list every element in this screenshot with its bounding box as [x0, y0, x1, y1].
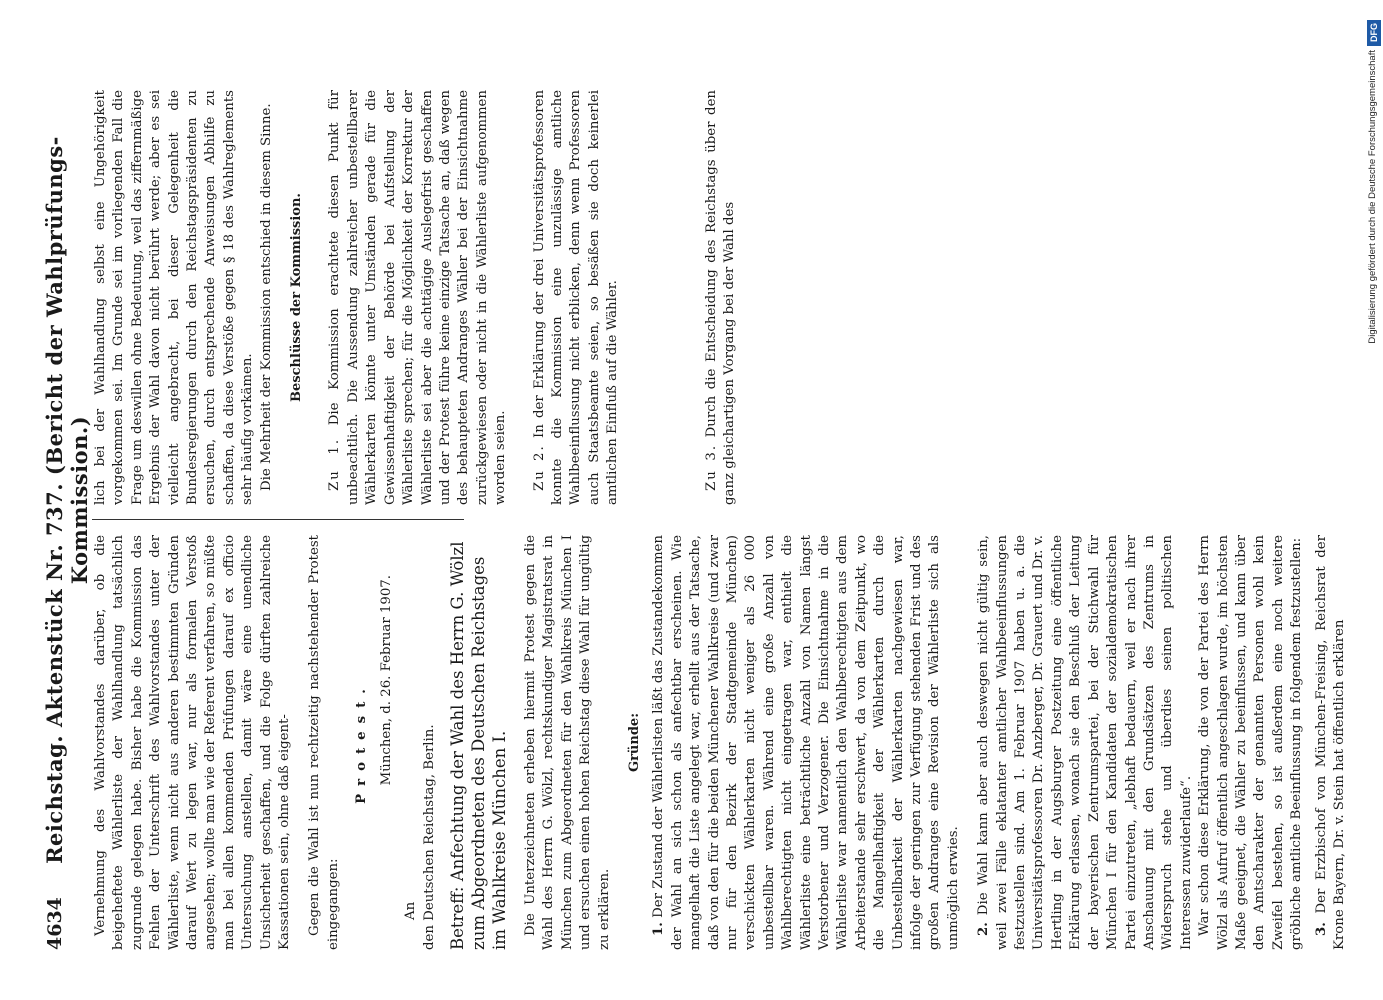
- section-heading: Gründe:: [626, 713, 642, 773]
- paragraph-text: Die Wahl kann aber auch deswegen nicht gültig sein, weil zwei Fälle eklatanter amtlicher Wahlbeeinflussungen festzustellen sind. Am 1. Februar 1907 haben u. a. die Universitätsprofessoren Dr. Anzberger, Dr. Grauert und Dr. v. Hertling in der Augsburger Postzeitung eine öffentliche Erklärung erlassen, wonach sie den Beschluß der Leitung der bayerischen Zentrumspartei, bei der Stichwahl für München I für den Kandidaten der sozialdemokratischen Partei einzutreten, „lebhaft bedauern, weil er nach ihrer Anschauung mit den Grundsätzen des Zentrums in Widerspruch stehe und überdies seinen politischen Interessen zuwiderlaufe“.: [976, 534, 1194, 950]
- paragraph: lich bei der Wahlhandlung selbst eine Ungehörigkeit vorgekommen sei. Im Grunde sei im vorliegenden Fall die Frage um deswillen ohne Bedeutung, weil das ziffernmäßige Ergebnis der Wahl davon nicht berührt werde; aber es sei vielleicht angebracht, bei dieser Gelegenheit die Bundesregierungen durch den Reichstagspräsidenten zu ersuchen, durch entsprechende Anweisungen Abhilfe zu schaffen, da diese Verstöße gegen § 18 des Wahlreglements sehr häufig vorkämen.: [93, 90, 256, 505]
- paragraph: War schon diese Erklärung, die von der Partei des Herrn Wölzl als Aufruf öffentlich angeschlagen wurde, im höchsten Maße geeignet, die Wähler zu beeinflussen, und kann über den Amtscharakter der genannten Personen wohl kein Zweifel bestehen, so ist außerdem eine noch weitere gröbliche amtliche Beeinflussung in folgendem festzustellen:: [1197, 535, 1305, 950]
- numbered-paragraph: [703, 90, 740, 505]
- page-number: 4634: [44, 897, 66, 950]
- paragraph-text: In der Erklärung der drei Universitätsprofessoren konnte die Kommission eine unzulässige amtliche Wahlbeeinflussung nicht erblicken, denn wenn Professoren auch Staatsbeamte seien, so besäßen sie doch keinerlei amtlichen Einfluß auf die Wähler.: [531, 89, 621, 505]
- numbered-paragraph: [975, 535, 1196, 950]
- paragraph-text: Die Kommission erachtete diesen Punkt für unbeachtlich. Die Aussendung zahlreicher unbestellbarer Wählerkarten könnte unter Umständen gerade für die Gewissenhaftigkeit der Behörde bei Aufstellung der Wählerliste sprechen; für die Möglichkeit der Korrektur der Wählerliste sei aber die achttägige Auslegefrist geschaffen und der Protest führe keine einzige Tatsache an, daß wegen des behaupteten Andranges Wähler bei der Einsichtnahme zurückgewiesen oder nicht in die Wählerliste aufgenommen worden seien.: [327, 89, 509, 505]
- paragraph-text: Durch die Entscheidung des Reichstags über den ganz gleichartigen Vorgang bei der Wahl des: [703, 90, 737, 505]
- paragraph-label: Zu 3.: [703, 443, 719, 491]
- paragraph-text: Der Erzbischof von München-Freising, Reichsrat der Krone Bayern, Dr. v. Stein hat öffentlich erklären: [1313, 535, 1347, 950]
- date-line: München, d. 26. Februar 1907.: [378, 575, 394, 786]
- left-column: [92, 535, 1349, 950]
- paragraph: Vernehmung des Wahlvorstandes darüber, ob die beigeheftete Wählerliste der Wahlhandlung tatsächlich zugrunde gelegen habe. Bisher habe die Kommission das Fehlen der Unterschrift des Wahlvorstandes unter der Wählerliste, wenn nicht aus anderen bestimmten Gründen darauf Wert zu legen war, nur als formalen Verstoß angesehen; wollte man wie der Referent verfahren, so müßte man bei allen kommenden Prüfungen darauf ex officio Untersuchung anstellen, damit wäre eine unendliche Unsicherheit geschaffen, und die Folge dürften zahlreiche Kassationen sein, ohne daß eigent-: [93, 535, 293, 950]
- dfg-logo: DFG: [1367, 20, 1381, 46]
- credit-text: Digitalisierung gefördert durch die Deutsche Forschungsgemeinschaft: [1367, 50, 1378, 344]
- paragraph: Gegen die Wahl ist nun rechtzeitig nachstehender Protest eingegangen:: [307, 535, 341, 950]
- paragraph-label: Zu 2.: [531, 444, 547, 491]
- column-divider: [92, 519, 464, 520]
- numbered-paragraph: [1313, 535, 1350, 950]
- paragraph-text: Der Zustand der Wählerlisten läßt das Zustandekommen der Wahl an sich schon als anfechtbar erscheinen. Wie mangelhaft die Liste angelegt war, erhellt aus der Tatsache, daß von den für die beiden Münchener Wahlkreise (und zwar nur für den Bezirk der Stadtgemeinde München) verschickten Wählerkarten nicht weniger als 26 000 unbestellbar waren. Während eine große Anzahl von Wahlberechtigten nicht eingetragen war, enthielt die Wählerliste eine beträchtliche Anzahl von Namen längst Verstorbener und Verzogener. Die Einsichtnahme in die Wählerliste war namentlich den Wahlberechtigten aus dem Arbeiterstande sehr erschwert, da von dem Zeitpunkt, wo die Mangelhaftigkeit der Wählerkarten durch die Unbestellbarkeit der Wählerkarten nachgewiesen war, infolge der geringen zur Verfügung stehenden Frist und des großen Andranges eine Revision der Wählerliste sich als unmöglich erwies.: [651, 535, 961, 950]
- digitization-credit: [1345, 10, 1383, 990]
- protest-heading: Protest.: [354, 681, 370, 804]
- numbered-paragraph: [326, 90, 510, 505]
- paragraph-number: 1.: [651, 922, 667, 936]
- paragraph: Die Unterzeichneten erheben hiermit Protest gegen die Wahl des Herrn G. Wölzl, rechtskundiger Magistratsrat in München zum Abgeordneten für den Wahlkreis München I und ersuchen einen hohen Reichstag diese Wahl für ungültig zu erklären.: [522, 535, 612, 950]
- running-title: Reichstag. Aktenstück Nr. 737. (Bericht der Wahlprüfungs-Kommission.): [42, 136, 92, 864]
- page-header: [40, 50, 92, 950]
- paragraph-number: 3.: [1313, 922, 1329, 936]
- addressee-line: An: [403, 901, 419, 920]
- numbered-paragraph: [650, 535, 963, 950]
- rotated-document-page: [40, 50, 1350, 950]
- numbered-paragraph: [531, 90, 623, 505]
- paragraph: Die Mehrheit der Kommission entschied in diesem Sinne.: [258, 103, 274, 491]
- subject-line: Betreff: Anfechtung der Wahl des Herrn G. Wölzl zum Abgeordneten des Deutschen Reichstages im Wahlkreise München I.: [447, 541, 509, 950]
- addressee-line: den Deutschen Reichstag, Berlin.: [421, 724, 437, 950]
- right-column: [92, 90, 739, 505]
- paragraph-number: 2.: [976, 922, 992, 936]
- section-heading: Beschlüsse der Kommission.: [289, 193, 305, 402]
- paragraph-label: Zu 1.: [327, 437, 343, 491]
